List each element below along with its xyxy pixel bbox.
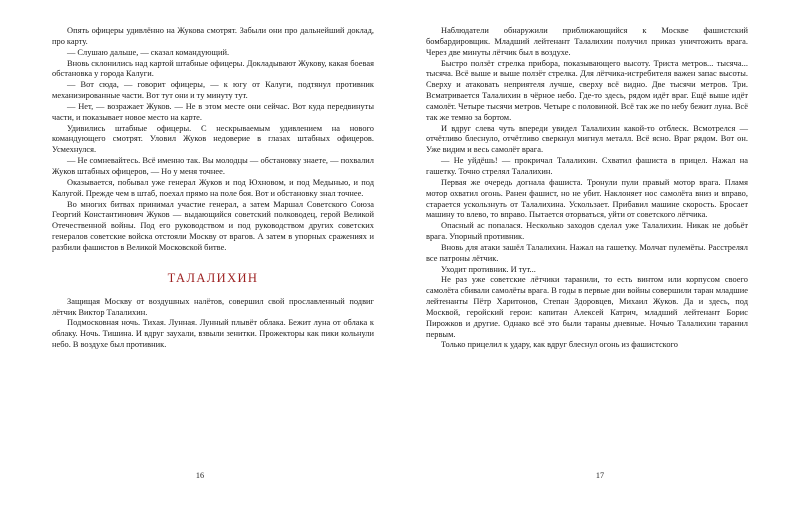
- paragraph: Уходит противник. И тут...: [441, 264, 536, 274]
- paragraph: Первая же очередь догнала фашиста. Тронули пули правый мотор врага. Пламя мотор охватил огонь. Ранен фашист, но не убит. Наклоняет нос самолёта вниз и вправо, старается ускользнуть от Талалихина. Ускользает. Прибавил машине скорость. Бросает машину то влево, то вправо. Пытается оторваться, уйти от советского лётчика.: [426, 177, 748, 220]
- right-page: [400, 26, 800, 508]
- paragraph: Быстро ползёт стрелка прибора, показывающего высоту. Триста метров... тысяча... тысяча. Всё выше и выше ползёт стрелка. Для лётчика-истребителя важен запас высоты. Сверху и атаковать неприятеля лучше, сверху всё видно. Две тысячи метров. Три. Всматривается Талалихин в чёрное небо. Где-то здесь, рядом идёт враг. Ещё выше идёт самолёт. Четыре тысячи метров. Четыре с половиной. Всё так же по небу бежит луна. Всё так же темно за бортом.: [426, 58, 748, 122]
- page-number-left: 16: [195, 471, 205, 480]
- paragraph: Опять офицеры удивлённо на Жукова смотрят. Забыли они про дальнейший доклад, про карту.: [52, 26, 374, 46]
- paragraph: Подмосковная ночь. Тихая. Лунная. Лунный плывёт облака. Бежит луна от облака к облаку. Ночь. Тишина. И вдруг заухали, взвыли зенитки. Прожекторы как пики кольнули небо. В воздухе был противник.: [52, 318, 374, 350]
- chapter-title: ТАЛАЛИХИН: [167, 270, 259, 285]
- right-page-text-column: [426, 26, 748, 508]
- paragraph: — Не сомневайтесь. Всё именно так. Вы молодцы — обстановку знаете, — похвалил Жуков штабных офицеров, — Но у меня точнее.: [52, 156, 374, 176]
- paragraph: Только прицелил к удару, как вдруг блеснул огонь из фашистского: [441, 340, 679, 350]
- page-number-right: 17: [595, 471, 605, 480]
- paragraph: Во многих битвах принимал участие генерал, а затем Маршал Советского Союза Георгий Константинович Жуков — выдающийся советский полководец, герой Великой Отечественной войны. Под его руководством и под руководством других советских генералов советские войска отстояли Москву от врагов. А затем в упорных сражениях и разбили фашистов в Великой Московской битве.: [52, 199, 374, 252]
- paragraph: Не раз уже советские лётчики таранили, то есть винтом или корпусом своего самолёта сбивали самолёты врага. В годы в первые дни войны совершили таран младшие лейтенанты Пётр Харитонов, Степан Здоровцев, Михаил Жуков. Да и здесь, под Москвой, геройский герои: капитан Алексей Катрич, младший лейтенант Борис Пирожков и другие. Однако всё это были тараны дневные. Ночью Талалихин таранил первым.: [426, 275, 748, 339]
- paragraph: Защищая Москву от воздушных налётов, совершил свой прославленный подвиг лётчик Виктор Талалихин.: [52, 296, 374, 317]
- paragraph: Вновь для атаки зашёл Талалихин. Нажал на гашетку. Молчат пулемёты. Расстрелял все патроны лётчик.: [426, 242, 748, 263]
- paragraph: Удивились штабные офицеры. С нескрываемым удивлением на нового командующего смотрят. Уловил Жуков недоверие в глазах штабных офицеров. Усмехнулся.: [52, 123, 374, 155]
- paragraph: Вновь склонились над картой штабные офицеры. Докладывают Жукову, какая боевая обстановка у города Калуги.: [52, 58, 374, 79]
- paragraph: — Не уйдёшь! — прокричал Талалихин. Схватил фашиста в прицел. Нажал на гашетку. Точно стрелял Талалихин.: [426, 156, 748, 176]
- paragraph: — Вот сюда, — говорит офицеры, — к югу от Калуги, подтянул противник механизированные части. Вот тут они и ту минуту тут.: [52, 80, 374, 101]
- paragraph: Наблюдатели обнаружили приближающийся к Москве фашистский бомбардировщик. Младший лейтенант Талалихин получил приказ уничтожить врага. Через две минуты лётчик был в воздухе.: [426, 26, 748, 57]
- paragraph: Опасный ас попалася. Несколько заходов сделал уже Талалихин. Никак не добьёт врага. Упорный противник.: [426, 221, 748, 242]
- paragraph: Оказывается, побывал уже генерал Жуков и под Юхновом, и под Медынью, и под Калугой. Прежде чем в штаб, поехал прямо на поле боя. Вот и обстановку знал точнее.: [52, 177, 374, 198]
- paragraph: И вдруг слева чуть впереди увидел Талалихин какой-то отблеск. Всмотрелся — отчётливо блеснуло, отчётливо сверкнул мигнул металл. Всё ясно. Враг рядом. Вот он. Уже видим и весь самолёт врага.: [426, 123, 748, 155]
- paragraph: — Слушаю дальше, — сказал командующий.: [67, 47, 230, 57]
- paragraph: — Нет, — возражает Жуков. — Не в этом месте они сейчас. Вот куда передвинуты части, и показывает новое место на карте.: [52, 101, 374, 122]
- left-page-text-column: [52, 26, 374, 508]
- left-page: [0, 26, 400, 508]
